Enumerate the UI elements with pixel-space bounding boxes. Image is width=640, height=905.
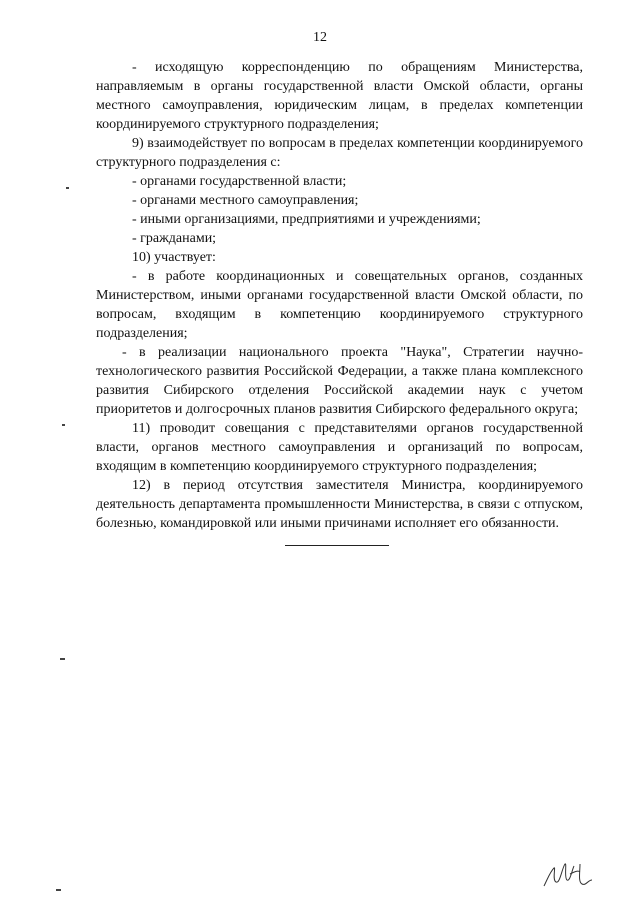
paragraph-item-9: 9) взаимодействует по вопросам в пределах компетенции координируемого структурного подразделения с:	[96, 136, 583, 170]
paragraph-item-10: 10) участвует:	[132, 250, 216, 265]
margin-mark	[56, 889, 61, 891]
page-number: 12	[313, 30, 327, 45]
list-item: - в реализации национального проекта "Наука", Стратегии научно-технологического развития Российской Федерации, а также плана комплексного развития Сибирского отделения Российской академии наук с учетом приоритетов и долгосрочных планов развития Сибирского федерального округа;	[96, 345, 583, 417]
paragraph-outgoing-correspondence: - исходящую корреспонденцию по обращениям Министерства, направляемым в органы государственной власти Омской области, органы местного самоуправления, юридическим лицам, в пределах компетенции координируемого структурного подразделения;	[96, 60, 583, 132]
document-body	[96, 58, 583, 533]
list-item: - органами государственной власти;	[132, 174, 347, 189]
list-item: - органами местного самоуправления;	[132, 193, 359, 208]
list-item: - в работе координационных и совещательных органов, созданных Министерством, иными органами государственной власти Омской области, по вопросам, входящим в компетенцию координируемого структурного подразделения;	[96, 269, 583, 341]
signature-icon	[540, 858, 596, 892]
margin-mark	[62, 424, 65, 426]
list-item: - гражданами;	[132, 231, 217, 246]
paragraph-item-12: 12) в период отсутствия заместителя Министра, координируемого деятельность департамента промышленности Министерства, в связи с отпуском, болезнью, командировкой или иными причинами исполняет его обязанности.	[96, 478, 583, 531]
list-item: - иными организациями, предприятиями и учреждениями;	[132, 212, 481, 227]
end-divider	[285, 545, 389, 546]
margin-mark	[60, 658, 65, 660]
margin-mark	[66, 187, 69, 189]
paragraph-item-11: 11) проводит совещания с представителями органов государственной власти, органов местного самоуправления и организаций по вопросам, входящим в компетенцию координируемого структурного подразделения;	[96, 421, 583, 474]
